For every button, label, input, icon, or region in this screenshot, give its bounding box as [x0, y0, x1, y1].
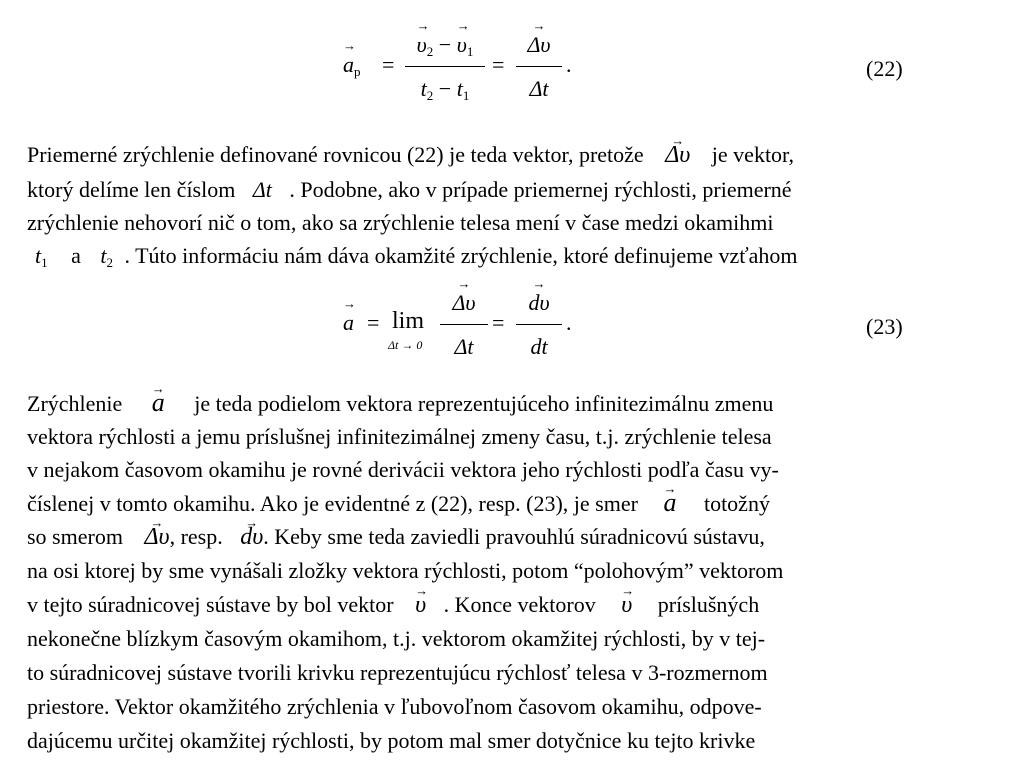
para2-line-7: v tejto súradnicovej sústave by bol vektor → υ . Konce vektorov → υ príslušných — [27, 592, 759, 618]
eq22-equals-1: = — [382, 52, 395, 77]
eq23-lhs: → a — [343, 310, 354, 336]
para2-line-2: vektora rýchlosti a jemu príslušnej infinitezimálnej zmeny času, t.j. zrýchlenie telesa — [27, 424, 772, 449]
para2-line-5: so smerom → Δυ, resp. → dυ. Keby sme teda zaviedli pravouhlú súradnicovú sústavu, — [27, 524, 765, 550]
eq23-period: . — [566, 310, 572, 335]
eq22-fraction-2-numerator: → Δυ — [516, 32, 562, 58]
math-a: → a — [663, 488, 676, 517]
para2-line-4: číslenej v tomto okamihu. Ako je evidentné z (22), resp. (23), je smer → a totožný — [27, 490, 770, 517]
eq22-fraction-bar-1 — [405, 66, 485, 67]
eq23-equals-2: = — [492, 310, 505, 335]
para1-line-1: Priemerné zrýchlenie definované rovnicou (22) je teda vektor, pretože → Δυ je vektor, — [27, 142, 794, 168]
eq23-lim-subscript: Δt → 0 — [388, 338, 423, 352]
eq23-fraction-bar-1 — [440, 324, 488, 325]
eq23-equals-1: = — [367, 310, 380, 335]
para2-line-10: priestore. Vektor okamžitého zrýchlenia v ľubovoľnom časovom okamihu, odpove- — [27, 694, 762, 719]
eq23-fraction-2-numerator: → dυ — [516, 290, 562, 316]
eq23-fraction-bar-2 — [516, 324, 562, 325]
math-v: → υ — [415, 592, 426, 618]
math-t2: $t_2$ — [100, 243, 114, 270]
math-a: → a — [152, 388, 165, 417]
math-delta-v: → Δυ — [665, 142, 690, 168]
math-delta-t: Δt — [252, 177, 272, 202]
eq22-fraction-bar-2 — [516, 66, 562, 67]
math-v: → υ — [621, 592, 632, 618]
para1-line-2: ktorý delíme len číslom Δt . Podobne, ako v prípade priemernej rýchlosti, priemerné — [27, 177, 792, 202]
para2-line-3: v nejakom časovom okamihu je rovné derivácii vektora jeho rýchlosti podľa času vy- — [27, 457, 779, 482]
eq22-fraction-1-denominator: $t_2 - t_1$ — [420, 76, 470, 103]
para2-line-6: na osi ktorej by sme vynášali zložky vektora rýchlosti, potom “polohovým” vektorom — [27, 558, 784, 583]
math-delta-v: → Δυ — [144, 524, 169, 550]
para1-line-3: zrýchlenie nehovorí nič o tom, ako sa zrýchlenie telesa mení v čase medzi okamihmi — [27, 210, 774, 235]
eq22-fraction-1-numerator: → $\upsilon_2$ − → $\upsilon_1$ — [405, 32, 485, 60]
eq22-lhs: → $a_p$ — [343, 52, 361, 80]
eq23-lim: lim — [392, 308, 425, 334]
eq22-equals-2: = — [492, 52, 505, 77]
eq23-fraction-2-denominator: dt — [530, 334, 548, 359]
math-d-v: → dυ — [240, 524, 263, 550]
eq23-fraction-1-numerator: → Δυ — [440, 290, 488, 316]
eq23-number: (23) — [866, 314, 903, 339]
para2-line-8: nekonečne blízkym časovým okamihom, t.j. vektorom okamžitej rýchlosti, by v tej- — [27, 626, 766, 651]
eq22-number: (22) — [866, 56, 903, 81]
para1-line-4: $t_1$ a $t_2$ . Túto informáciu nám dáva okamžité zrýchlenie, ktoré definujeme vzťahom — [35, 243, 798, 270]
eq22-period: . — [566, 52, 572, 77]
para2-line-9: to súradnicovej sústave tvorili krivku reprezentujúcu rýchlosť telesa v 3-rozmernom — [27, 660, 768, 685]
para2-line-1: Zrýchlenie → a je teda podielom vektora reprezentujúceho infinitezimálnu zmenu — [27, 390, 773, 417]
eq22-fraction-2-denominator: Δt — [529, 76, 549, 101]
math-t1: $t_1$ — [35, 243, 48, 270]
para2-line-11: dajúcemu určitej okamžitej rýchlosti, by potom mal smer dotyčnice ku tejto krivke — [27, 728, 756, 753]
eq23-fraction-1-denominator: Δt — [454, 334, 474, 359]
